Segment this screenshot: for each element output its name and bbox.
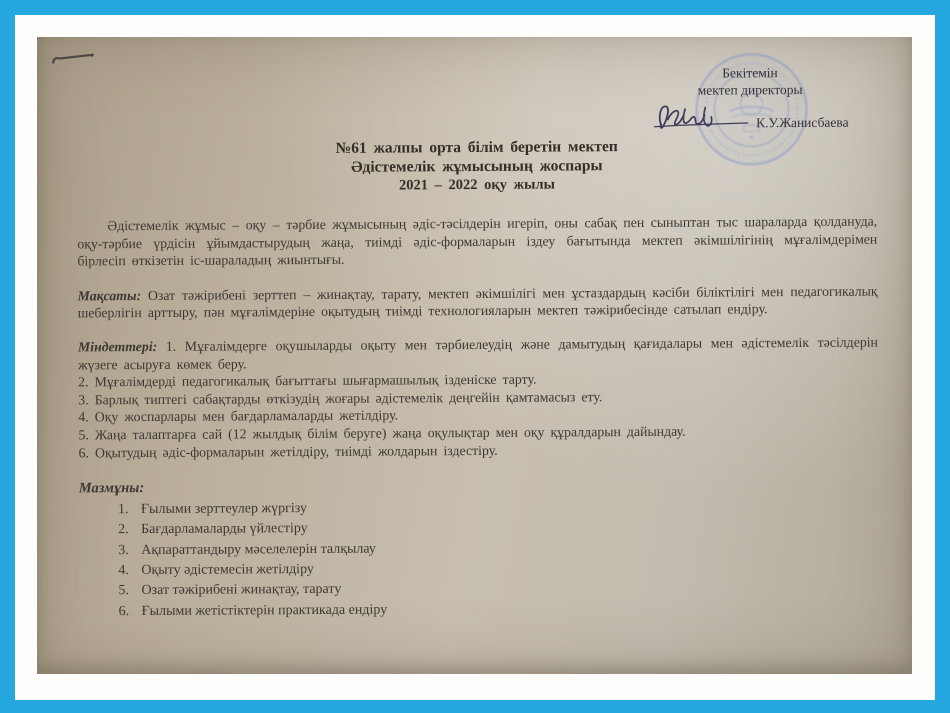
goal-paragraph bbox=[78, 282, 878, 322]
list-item-text: Бағдарламаларды үйлестіру bbox=[141, 521, 308, 538]
contents-list bbox=[79, 496, 880, 623]
intro-paragraph: Әдістемелік жұмыс – оқу – тәрбие жұмысының әдіс-тәсілдерін игеріп, оны сабақ пен сыныптан тыс шараларда қолдануда, оқу-тәрбие үрдісін ұйымдастырудың жаңа, тиімді әдіс-формаларын іздеу бағытында мектеп әкімшілігінің мұғалімдерімен бірлесіп өткізетін іс-шараладың жиынтығы. bbox=[77, 213, 878, 269]
list-item-text: Ғылыми зерттеулер жүргізу bbox=[140, 501, 308, 518]
list-item-text: Озат тәжірибені жинақтау, тарату bbox=[141, 582, 342, 599]
tasks-item-5: 5. Жаңа талаптарға сай (12 жылдық білім беруге) жаңа оқулықтар мен оқу құралдарын дайындау. bbox=[78, 423, 686, 443]
tasks-item-6: 6. Оқытудың әдіс-формаларын жетілдіру, тиімді жолдарын іздестіру. bbox=[78, 442, 498, 460]
signer-name: К.У.Жанисбаева bbox=[756, 114, 849, 130]
document-content bbox=[37, 37, 912, 674]
tasks-item-1: 1. Мұғалімдерге оқушыларды оқыту мен тәрбиелеудің және дамытудың қағидалары мен әдістемелік тәсілдерін жүзеге асыруға көмек беру. bbox=[78, 334, 878, 372]
list-item-text: Оқыту әдістемесін жетілдіру bbox=[141, 562, 314, 579]
document-photo bbox=[37, 37, 912, 674]
title-line-3: 2021 – 2022 оқу жылы bbox=[398, 176, 555, 194]
tasks-item-2: 2. Мұғалімдерді педагогикалық бағыттағы шығармашылық ізденіске тарту. bbox=[78, 371, 537, 390]
tasks-list bbox=[78, 369, 879, 462]
goal-label: Мақсаты: bbox=[77, 287, 142, 304]
list-item-number: 2. bbox=[118, 522, 129, 538]
goal-text: Озат тәжірибені зерттеп – жинақтау, тарату, мектеп әкімшілігі мен ұстаздардың кәсіби біліктілігі мен педагогикалық шеберлігін арттыру, пән мұғалімдеріне оқытудың тиімді технологияларын мектеп тәжірибесінде сатылап ендіру. bbox=[77, 283, 878, 321]
list-item-number: 4. bbox=[118, 563, 129, 579]
tasks-item-4: 4. Оқу жоспарлары мен бағдарламаларды жетілдіру. bbox=[78, 407, 399, 425]
tasks-label: Міндеттері: bbox=[77, 338, 158, 355]
approval-line-2: мектеп директоры bbox=[697, 81, 803, 98]
title-line-1: №61 жалпы орта білім беретін мектеп bbox=[335, 138, 618, 157]
signature-icon bbox=[652, 99, 752, 132]
tasks-item-3: 3. Барлық типтегі сабақтарды өткізудің жоғары әдістемелік деңгейін қамтамасыз ету. bbox=[78, 388, 603, 408]
contents-label: Мазмұны: bbox=[78, 480, 145, 497]
approval-block bbox=[652, 65, 849, 132]
title-line-2: Әдістемелік жұмысының жоспары bbox=[350, 157, 603, 176]
staple-mark-icon bbox=[51, 52, 97, 66]
list-item-number: 1. bbox=[117, 502, 129, 518]
list-item-number: 3. bbox=[118, 542, 129, 558]
approval-line-1: Бекітемін bbox=[722, 65, 778, 81]
list-item-text: Ақпараттандыру мәселелерін талқылау bbox=[141, 541, 376, 558]
tasks-paragraph bbox=[78, 334, 878, 374]
list-item bbox=[118, 597, 879, 622]
list-item-number: 5. bbox=[118, 583, 129, 599]
list-item-text: Ғылыми жетістіктерін практикада ендіру bbox=[141, 602, 388, 619]
signature-row bbox=[652, 99, 849, 132]
list-item-number: 6. bbox=[118, 603, 130, 619]
